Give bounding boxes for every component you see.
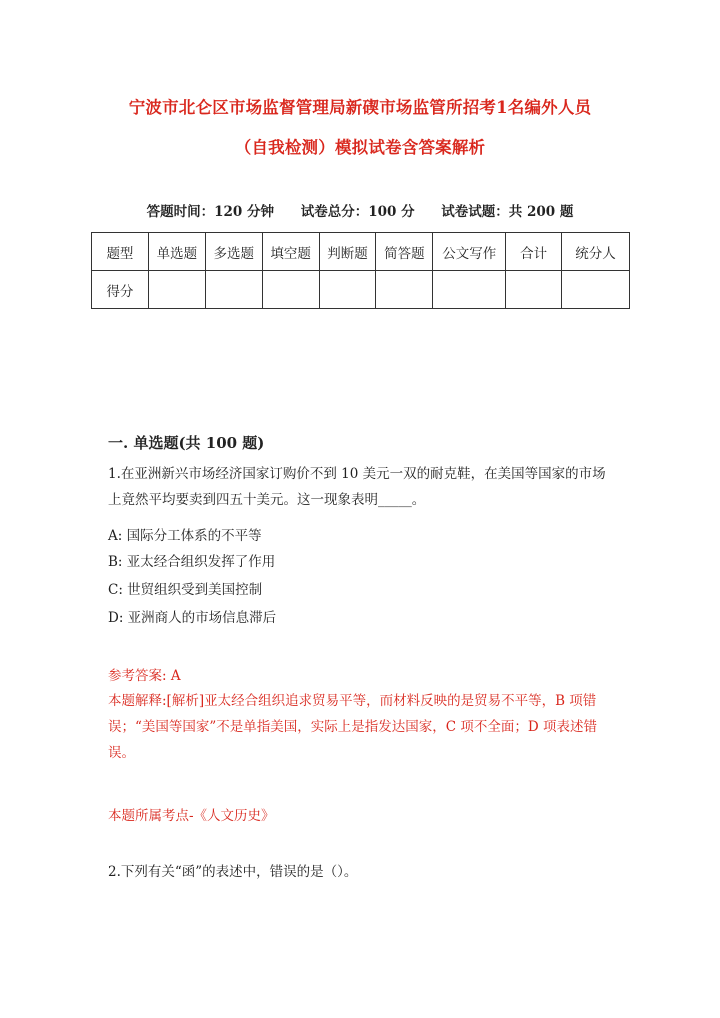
score-cell <box>262 271 319 309</box>
score-table-header: 多选题 <box>205 233 262 271</box>
exam-time: 答题时间：120 分钟 <box>146 204 274 220</box>
exam-total-score: 试卷总分：100 分 <box>300 204 415 220</box>
score-table-header: 合计 <box>506 233 562 271</box>
score-cell <box>376 271 433 309</box>
score-table <box>91 232 630 309</box>
score-table-header-row <box>92 233 630 271</box>
score-table-header: 题型 <box>92 233 149 271</box>
question-1-option-a: A: 国际分工体系的不平等 <box>108 528 262 544</box>
score-table-header: 填空题 <box>262 233 319 271</box>
question-1-explanation: 本题解释:[解析]亚太经合组织追求贸易平等，而材料反映的是贸易不平等，B 项错误；“美国等国家”不是单指美国，实际上是指发达国家，C 项不全面；D 项表述错误。 <box>108 693 598 761</box>
question-1-option-c: C: 世贸组织受到美国控制 <box>108 582 263 598</box>
score-table-header: 统分人 <box>562 233 630 271</box>
question-1-knowledge-point: 本题所属考点-《人文历史》 <box>108 808 275 824</box>
question-1-option-d: D: 亚洲商人的市场信息滞后 <box>108 610 277 626</box>
score-cell <box>205 271 262 309</box>
score-table-header: 简答题 <box>376 233 433 271</box>
score-table-header: 单选题 <box>148 233 205 271</box>
score-cell <box>562 271 630 309</box>
score-cell <box>506 271 562 309</box>
score-cell <box>148 271 205 309</box>
document-title-line2: （自我检测）模拟试卷含答案解析 <box>234 138 486 157</box>
score-table-header: 判断题 <box>319 233 376 271</box>
exam-meta <box>0 200 720 220</box>
document-title-line1: 宁波市北仑区市场监督管理局新碶市场监管所招考1名编外人员 <box>128 98 592 117</box>
question-1-option-b: B: 亚太经合组织发挥了作用 <box>108 554 276 570</box>
score-row-label: 得分 <box>92 271 149 309</box>
score-table-header: 公文写作 <box>433 233 506 271</box>
question-2-text: 2.下列有关“函”的表述中，错误的是（）。 <box>108 864 358 880</box>
exam-question-count: 试卷试题：共 200 题 <box>441 204 574 220</box>
section-heading: 一. 单选题(共 100 题) <box>108 434 265 452</box>
score-table-score-row <box>92 271 630 309</box>
score-cell <box>433 271 506 309</box>
score-cell <box>319 271 376 309</box>
question-1-answer: 参考答案: A <box>108 668 181 684</box>
question-1-text: 1.在亚洲新兴市场经济国家订购价不到 10 美元一双的耐克鞋，在美国等国家的市场上竟然平均要卖到四五十美元。这一现象表明_____。 <box>108 466 606 508</box>
